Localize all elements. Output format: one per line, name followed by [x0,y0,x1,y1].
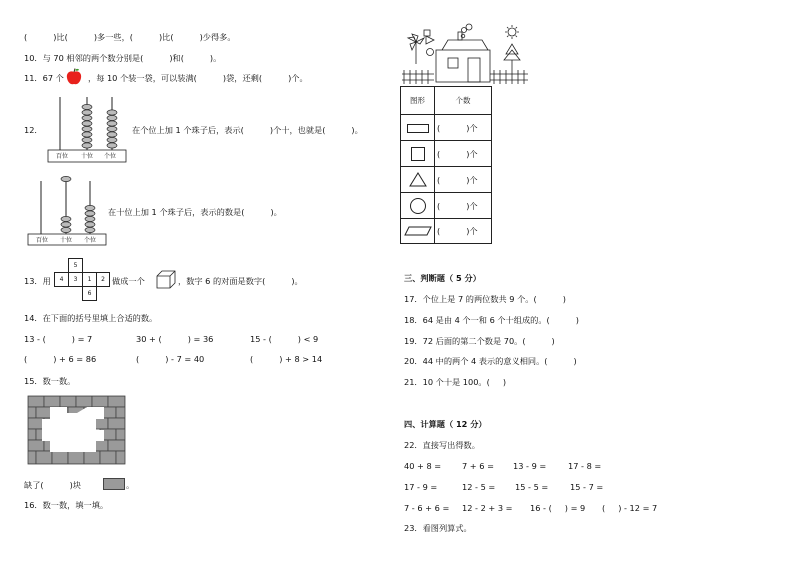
shape-count-table [400,86,492,244]
table-value-square: ( )个 [437,149,478,159]
calc-11: 16 - ( ) = 9 [530,503,586,513]
square-icon [401,141,435,167]
question-13-start: 13．用 [24,276,51,286]
circle-icon [401,193,435,219]
q14-eq-4: ( ) + 6 = 86 [24,354,97,364]
abacus-2-label-hundreds: 百位 [36,237,49,244]
cube-net [54,258,108,300]
question-18: 18．64 是由 4 个一和 6 个十组成的。( ) [404,315,579,325]
section-4-title: 四、计算题（ 12 分） [404,419,487,429]
abacus-2-label-tens: 十位 [60,237,73,244]
calc-6: 12 - 5 = [462,482,496,492]
abacus-1-label-ones: 个位 [104,153,117,160]
net-cell-bottom: 6 [82,286,97,301]
apple-icon [66,68,82,86]
net-cell-far-right: 2 [96,272,110,287]
calc-8: 15 - 7 = [570,482,604,492]
brick-icon [103,478,125,490]
calc-7: 15 - 5 = [515,482,549,492]
triangle-icon [401,167,435,193]
question-12-text-1: 在个位上加 1 个珠子后，表示( )个十，也就是( )。 [132,125,363,135]
calc-10: 12 - 2 + 3 = [462,503,513,513]
question-12-text-2: 在十位上加 1 个珠子后，表示的数是( )。 [108,207,282,217]
table-value-circle: ( )个 [437,201,478,211]
q14-eq-1: 13 - ( ) = 7 [24,334,93,344]
question-15-answer: 缺了( )块 [24,480,81,490]
question-13-middle: 做成一个 [112,276,145,286]
net-cell-center: 3 [68,272,83,287]
house-scene [402,24,532,86]
q14-eq-6: ( ) + 8 > 14 [250,354,323,364]
table-value-parallelogram: ( )个 [437,226,478,236]
parallelogram-icon [401,219,435,243]
cube-icon [156,270,176,290]
table-header-count: 个数 [435,87,491,115]
q14-eq-3: 15 - ( ) < 9 [250,334,319,344]
q14-eq-2: 30 + ( ) = 36 [136,334,214,344]
abacus-1-label-hundreds: 百位 [56,153,69,160]
question-9: ( )比( )多一些，( )比( )少得多。 [24,32,236,42]
question-19: 19．72 后面的第二个数是 70。( ) [404,336,555,346]
question-15-end: 。 [126,480,135,490]
question-13-end: ，数字 6 的对面是数字( )。 [178,276,303,286]
question-21: 21．10 个十是 100。( ) [404,377,507,387]
calc-2: 7 + 6 = [462,461,494,471]
question-12-number: 12． [24,125,43,135]
calc-12: ( ) - 12 = 7 [602,503,658,513]
abacus-2-label-ones: 个位 [84,237,97,244]
table-value-triangle: ( )个 [437,175,478,185]
brick-wall [28,396,126,466]
net-cell-left: 4 [54,272,69,287]
question-11-start: 11．67 个 [24,73,64,83]
rectangle-icon [401,115,435,141]
q14-eq-5: ( ) - 7 = 40 [136,354,205,364]
question-14-title: 14．在下面的括号里填上合适的数。 [24,313,158,323]
question-11-end: ，每 10 个装一袋，可以装满( )袋，还剩( )个。 [88,73,308,83]
question-15-title: 15．数一数。 [24,376,76,386]
question-22: 22．直接写出得数。 [404,440,480,450]
question-23: 23．看图列算式。 [404,523,472,533]
calc-4: 17 - 8 = [568,461,602,471]
calc-1: 40 + 8 = [404,461,442,471]
question-17: 17．个位上是 7 的两位数共 9 个。( ) [404,294,566,304]
calc-9: 7 - 6 + 6 = [404,503,450,513]
table-value-rectangle: ( )个 [437,123,478,133]
question-20: 20．44 中的两个 4 表示的意义相同。( ) [404,356,577,366]
question-10: 10．与 70 相邻的两个数分别是( )和( )。 [24,53,222,63]
net-cell-right: 1 [82,272,97,287]
calc-5: 17 - 9 = [404,482,438,492]
question-16-title: 16．数一数，填一填。 [24,500,109,510]
calc-3: 13 - 9 = [513,461,547,471]
abacus-1-label-tens: 十位 [81,153,94,160]
table-header-shape: 图形 [401,87,435,115]
net-cell-top: 5 [68,258,83,273]
section-3-title: 三、判断题（ 5 分） [404,273,481,283]
